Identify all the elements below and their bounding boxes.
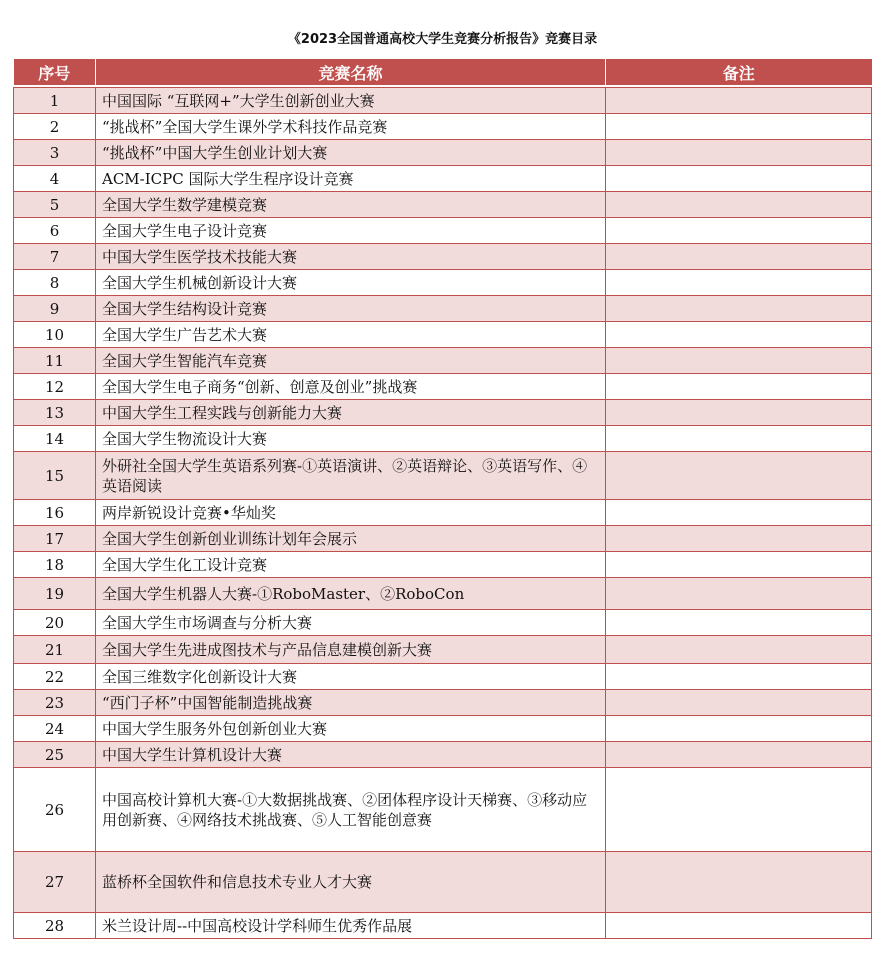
row-name: 中国大学生服务外包创新创业大赛 xyxy=(96,716,606,742)
row-name: 全国大学生机器人大赛-①RoboMaster、②RoboCon xyxy=(96,578,606,610)
row-note xyxy=(606,400,872,426)
row-index: 5 xyxy=(14,192,96,218)
row-index: 23 xyxy=(14,690,96,716)
table-row xyxy=(14,500,872,526)
row-note xyxy=(606,322,872,348)
table-row xyxy=(14,552,872,578)
row-note xyxy=(606,374,872,400)
row-name: 全国三维数字化创新设计大赛 xyxy=(96,664,606,690)
row-name: 中国高校计算机大赛-①大数据挑战赛、②团体程序设计天梯赛、③移动应用创新赛、④网络技术挑战赛、⑤人工智能创意赛 xyxy=(96,768,606,852)
row-note xyxy=(606,852,872,913)
row-name: 中国国际 “互联网+”大学生创新创业大赛 xyxy=(96,88,606,114)
row-index: 20 xyxy=(14,610,96,636)
table-row xyxy=(14,636,872,664)
row-index: 27 xyxy=(14,852,96,913)
row-index: 18 xyxy=(14,552,96,578)
table-row xyxy=(14,913,872,939)
row-name: 全国大学生智能汽车竞赛 xyxy=(96,348,606,374)
row-name: 全国大学生电子设计竞赛 xyxy=(96,218,606,244)
row-index: 11 xyxy=(14,348,96,374)
row-note xyxy=(606,244,872,270)
row-note xyxy=(606,192,872,218)
table-row xyxy=(14,140,872,166)
row-index: 22 xyxy=(14,664,96,690)
row-name: 全国大学生机械创新设计大赛 xyxy=(96,270,606,296)
row-note xyxy=(606,452,872,500)
table-row xyxy=(14,192,872,218)
table-row xyxy=(14,852,872,913)
table-row xyxy=(14,716,872,742)
table-row xyxy=(14,218,872,244)
row-note xyxy=(606,578,872,610)
row-note xyxy=(606,913,872,939)
row-name: 全国大学生结构设计竞赛 xyxy=(96,296,606,322)
row-note xyxy=(606,114,872,140)
table-row xyxy=(14,270,872,296)
row-name: 全国大学生创新创业训练计划年会展示 xyxy=(96,526,606,552)
row-index: 3 xyxy=(14,140,96,166)
competition-table xyxy=(13,59,872,939)
row-note xyxy=(606,500,872,526)
table-row xyxy=(14,526,872,552)
row-note xyxy=(606,636,872,664)
table-row xyxy=(14,374,872,400)
row-name: “挑战杯”中国大学生创业计划大赛 xyxy=(96,140,606,166)
table-row xyxy=(14,114,872,140)
table-row xyxy=(14,578,872,610)
row-name: 外研社全国大学生英语系列赛-①英语演讲、②英语辩论、③英语写作、④英语阅读 xyxy=(96,452,606,500)
table-row xyxy=(14,88,872,114)
row-index: 2 xyxy=(14,114,96,140)
table-row xyxy=(14,348,872,374)
row-name: ACM-ICPC 国际大学生程序设计竞赛 xyxy=(96,166,606,192)
table-row xyxy=(14,244,872,270)
row-index: 7 xyxy=(14,244,96,270)
row-index: 14 xyxy=(14,426,96,452)
row-index: 13 xyxy=(14,400,96,426)
row-note xyxy=(606,218,872,244)
table-row xyxy=(14,296,872,322)
row-note xyxy=(606,742,872,768)
row-index: 15 xyxy=(14,452,96,500)
row-index: 24 xyxy=(14,716,96,742)
row-note xyxy=(606,716,872,742)
row-name: 全国大学生市场调查与分析大赛 xyxy=(96,610,606,636)
table-row xyxy=(14,426,872,452)
header-name: 竞赛名称 xyxy=(96,59,606,85)
row-name: 两岸新锐设计竞赛•华灿奖 xyxy=(96,500,606,526)
row-note xyxy=(606,526,872,552)
row-note xyxy=(606,552,872,578)
row-note xyxy=(606,690,872,716)
row-index: 21 xyxy=(14,636,96,664)
table-row xyxy=(14,742,872,768)
row-note xyxy=(606,140,872,166)
row-note xyxy=(606,270,872,296)
row-index: 1 xyxy=(14,88,96,114)
row-name: 全国大学生广告艺术大赛 xyxy=(96,322,606,348)
table-row xyxy=(14,400,872,426)
row-index: 28 xyxy=(14,913,96,939)
row-note xyxy=(606,348,872,374)
table-row xyxy=(14,322,872,348)
row-note xyxy=(606,166,872,192)
row-name: 全国大学生电子商务“创新、创意及创业”挑战赛 xyxy=(96,374,606,400)
row-index: 4 xyxy=(14,166,96,192)
page-title: 《2023全国普通高校大学生竞赛分析报告》竞赛目录 xyxy=(287,32,598,47)
row-index: 26 xyxy=(14,768,96,852)
row-name: 全国大学生化工设计竞赛 xyxy=(96,552,606,578)
header-index: 序号 xyxy=(14,59,96,85)
row-index: 6 xyxy=(14,218,96,244)
row-index: 10 xyxy=(14,322,96,348)
row-name: 米兰设计周--中国高校设计学科师生优秀作品展 xyxy=(96,913,606,939)
row-name: 蓝桥杯全国软件和信息技术专业人才大赛 xyxy=(96,852,606,913)
row-note xyxy=(606,768,872,852)
row-name: 中国大学生工程实践与创新能力大赛 xyxy=(96,400,606,426)
row-name: 全国大学生先进成图技术与产品信息建模创新大赛 xyxy=(96,636,606,664)
table-body xyxy=(14,85,872,939)
row-index: 16 xyxy=(14,500,96,526)
table-row xyxy=(14,166,872,192)
row-index: 8 xyxy=(14,270,96,296)
row-note xyxy=(606,88,872,114)
row-name: “挑战杯”全国大学生课外学术科技作品竞赛 xyxy=(96,114,606,140)
table-row xyxy=(14,690,872,716)
header-note: 备注 xyxy=(606,59,872,85)
row-name: 全国大学生数学建模竞赛 xyxy=(96,192,606,218)
row-name: “西门子杯”中国智能制造挑战赛 xyxy=(96,690,606,716)
table-row xyxy=(14,610,872,636)
row-name: 中国大学生医学技术技能大赛 xyxy=(96,244,606,270)
row-note xyxy=(606,610,872,636)
row-note xyxy=(606,426,872,452)
row-name: 中国大学生计算机设计大赛 xyxy=(96,742,606,768)
table-header-row xyxy=(14,59,872,85)
row-index: 17 xyxy=(14,526,96,552)
table-row xyxy=(14,768,872,852)
row-note xyxy=(606,664,872,690)
row-note xyxy=(606,296,872,322)
row-index: 12 xyxy=(14,374,96,400)
row-index: 9 xyxy=(14,296,96,322)
row-index: 19 xyxy=(14,578,96,610)
table-row xyxy=(14,664,872,690)
row-name: 全国大学生物流设计大赛 xyxy=(96,426,606,452)
row-index: 25 xyxy=(14,742,96,768)
table-row xyxy=(14,452,872,500)
